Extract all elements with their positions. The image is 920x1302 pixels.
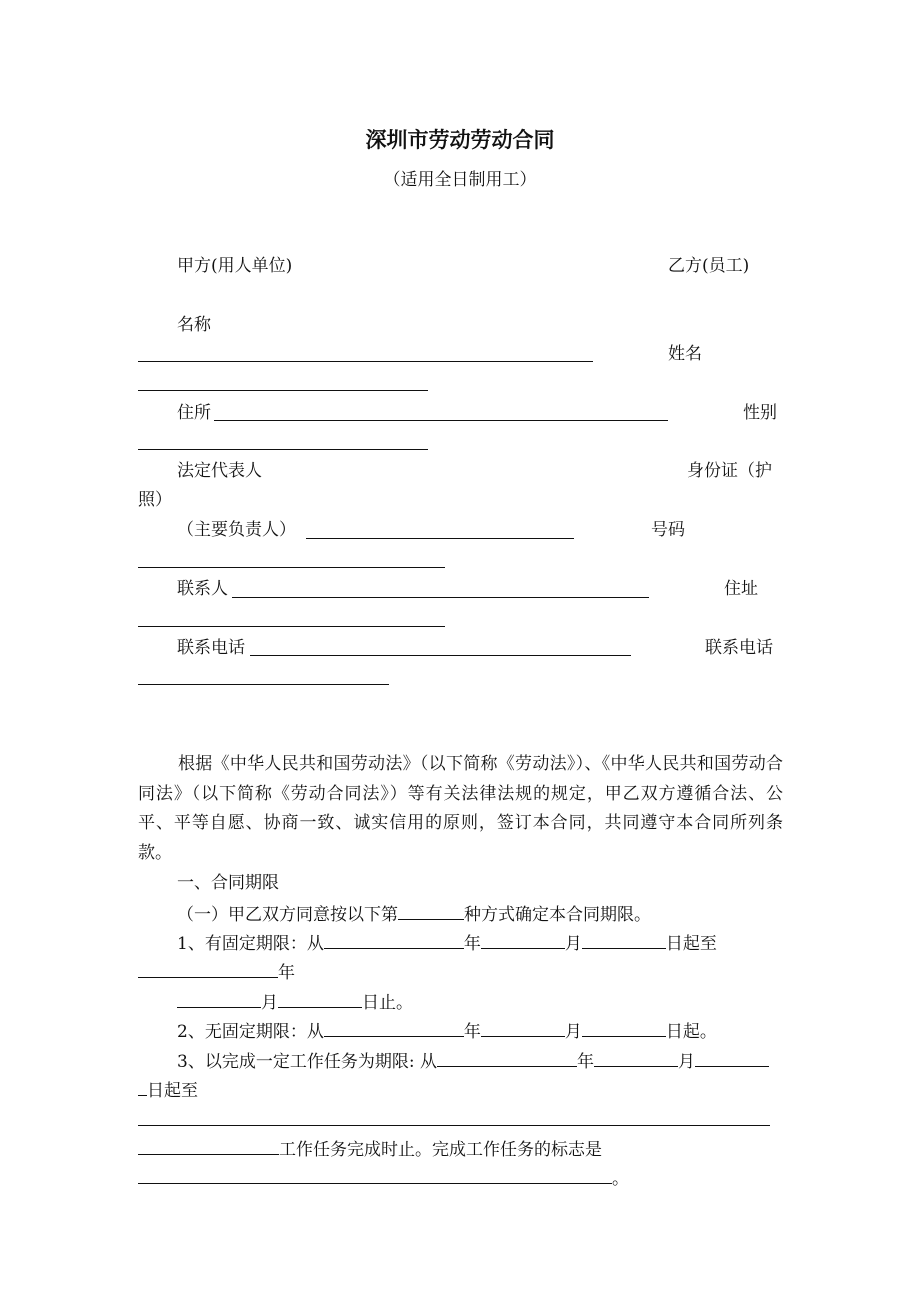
clause-1-line: [177, 903, 651, 925]
principal-field[interactable]: [306, 538, 574, 539]
task-mark-line: [138, 1167, 629, 1189]
open-start-day-field[interactable]: [582, 1020, 666, 1037]
phone-field[interactable]: [250, 655, 631, 656]
open-term-line: [177, 1020, 717, 1042]
month-label: 月: [261, 993, 278, 1013]
clause-1-pre: （一）甲乙双方同意按以下第: [177, 905, 398, 925]
task-start-day-field-cont[interactable]: [138, 1079, 147, 1096]
address-field[interactable]: [214, 420, 668, 421]
task-term-label: 3、以完成一定工作任务为期限: 从: [177, 1052, 437, 1072]
fixed-end-line: [177, 991, 413, 1013]
fixed-start-day-field[interactable]: [582, 932, 666, 949]
task-start-year-field[interactable]: [437, 1050, 577, 1067]
month-label: 月: [677, 1052, 695, 1072]
address-label: 住所: [177, 403, 211, 423]
contact-label: 联系人: [177, 579, 228, 599]
day-from-label: 日起至: [665, 934, 717, 954]
preamble-paragraph: 根据《中华人民共和国劳动法》（以下简称《劳动法》）、《中华人民共和国劳动合同法》（以下简称《劳动合同法》）等有关法律法规的规定，甲乙双方遵循合法、公平、平等自愿、协商一致、诚实信用的原则，签订本合同，共同遵守本合同所列条款。: [138, 754, 783, 863]
month-label: 月: [564, 1022, 582, 1042]
open-start-year-field[interactable]: [324, 1020, 464, 1037]
task-description-field-cont[interactable]: [138, 1138, 279, 1155]
task-start-day-field[interactable]: [695, 1050, 769, 1067]
principal-label: （主要负责人）: [177, 520, 296, 540]
b-name-label: 姓名: [668, 344, 702, 364]
clause-1-post: 种方式确定本合同期限。: [464, 905, 651, 925]
period-mark: 。: [612, 1169, 629, 1189]
phone-label: 联系电话: [177, 638, 245, 658]
b-gender-label: 性别: [743, 403, 777, 423]
b-phone-field[interactable]: [138, 684, 389, 685]
open-start-month-field[interactable]: [481, 1020, 565, 1037]
fixed-end-year-line: [138, 961, 295, 983]
task-start-month-field[interactable]: [594, 1050, 678, 1067]
b-name-field[interactable]: [138, 390, 428, 391]
fixed-term-line: [177, 932, 717, 954]
name-label: 名称: [177, 315, 211, 335]
b-address-label: 住址: [724, 579, 758, 599]
b-id-label-line2: 照）: [138, 490, 172, 510]
year-label: 年: [463, 1022, 481, 1042]
task-completion-mark-field[interactable]: [138, 1167, 612, 1184]
section-1-heading: 一、合同期限: [177, 873, 279, 893]
b-address-field[interactable]: [138, 626, 445, 627]
task-term-line: [177, 1050, 769, 1072]
fixed-start-month-field[interactable]: [481, 932, 565, 949]
task-end-text: 工作任务完成时止。完成工作任务的标志是: [279, 1140, 602, 1160]
fixed-end-day-field[interactable]: [278, 991, 362, 1008]
open-term-label: 2、无固定期限：从: [177, 1022, 324, 1042]
b-gender-field[interactable]: [138, 449, 428, 450]
b-phone-label: 联系电话: [705, 638, 773, 658]
b-id-number-field[interactable]: [138, 567, 445, 568]
b-id-label-line1: 身份证（护: [687, 461, 772, 481]
contact-field[interactable]: [232, 597, 649, 598]
document-subtitle: （适用全日制用工）: [383, 170, 537, 190]
day-end-label: 日止。: [362, 993, 413, 1013]
fixed-end-year-field[interactable]: [138, 961, 278, 978]
year-label: 年: [278, 963, 295, 983]
task-end-line: [138, 1138, 602, 1160]
fixed-start-year-field[interactable]: [324, 932, 464, 949]
day-start-label: 日起。: [665, 1022, 717, 1042]
year-label: 年: [463, 934, 481, 954]
month-label: 月: [564, 934, 582, 954]
task-description-field[interactable]: [138, 1125, 770, 1126]
b-id-number-label: 号码: [651, 520, 685, 540]
task-day-from-label: 日起至: [147, 1081, 198, 1101]
task-day-line: [138, 1079, 198, 1101]
party-b-heading: 乙方(员工): [668, 256, 750, 276]
fixed-end-month-field[interactable]: [177, 991, 261, 1008]
method-number-field[interactable]: [398, 903, 464, 920]
party-a-heading: 甲方(用人单位): [177, 256, 293, 276]
year-label: 年: [576, 1052, 594, 1072]
document-title: 深圳市劳动劳动合同: [365, 127, 555, 152]
fixed-term-label: 1、有固定期限：从: [177, 934, 324, 954]
name-field[interactable]: [138, 361, 593, 362]
legal-rep-label: 法定代表人: [177, 461, 262, 481]
